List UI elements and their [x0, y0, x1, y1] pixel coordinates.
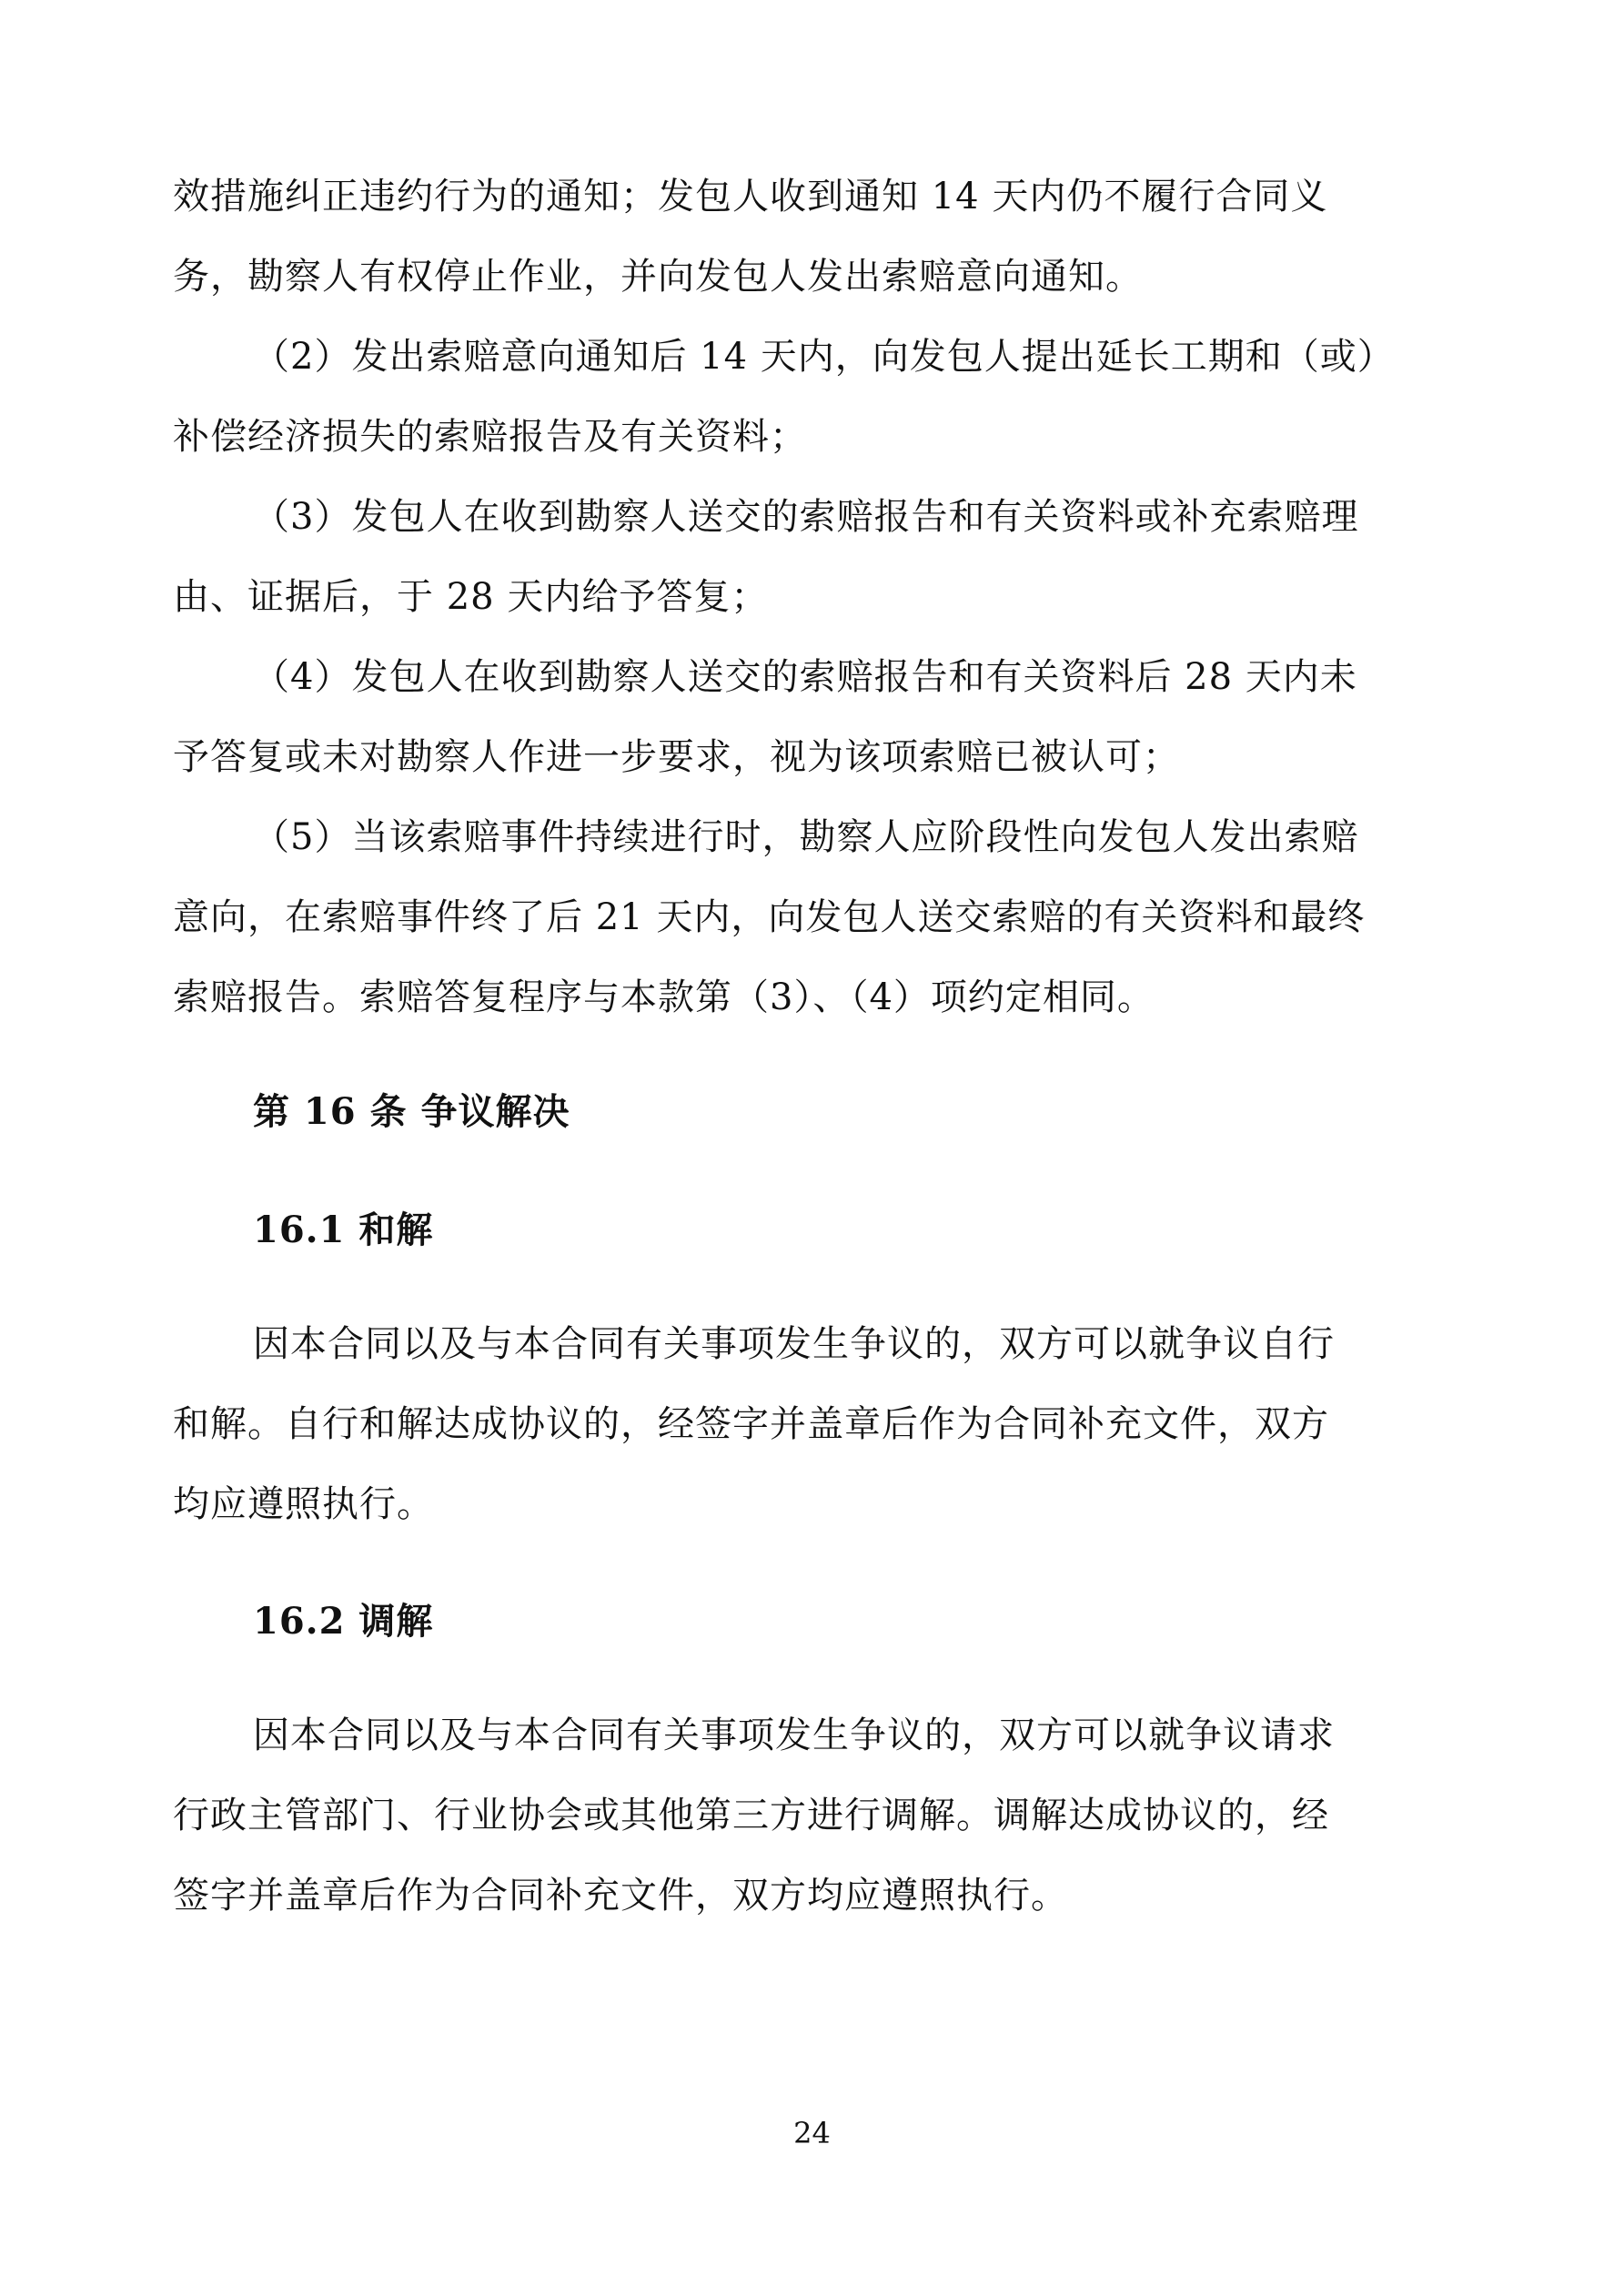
paragraph-line: 因本合同以及与本合同有关事项发生争议的，双方可以就争议自行 — [253, 1323, 1335, 1365]
paragraph-line: 意向，在索赔事件终了后 21 天内，向发包人送交索赔的有关资料和最终 — [173, 896, 1366, 938]
section-heading-16-1: 16.1 和解 — [253, 1209, 434, 1251]
clause-item-3 — [173, 477, 1465, 637]
clause-item-5 — [173, 797, 1465, 1037]
paragraph-continuation — [173, 157, 1465, 317]
paragraph-line: 和解。自行和解达成协议的，经签字并盖章后作为合同补充文件，双方 — [173, 1403, 1329, 1445]
clause-item-2 — [173, 317, 1465, 477]
paragraph-line: 予答复或未对勘察人作进一步要求，视为该项索赔已被认可； — [173, 736, 1180, 778]
clause-item-4 — [173, 637, 1465, 797]
section-16-2-body — [173, 1695, 1465, 1936]
page-number: 24 — [793, 2116, 831, 2150]
section-heading-16-2: 16.2 调解 — [253, 1600, 434, 1643]
article-heading: 第 16 条 争议解决 — [253, 1090, 570, 1133]
paragraph-line: （4）发包人在收到勘察人送交的索赔报告和有关资料后 28 天内未 — [253, 656, 1357, 698]
paragraph-line: （3）发包人在收到勘察人送交的索赔报告和有关资料或补充索赔理 — [253, 496, 1359, 538]
paragraph-line: 因本合同以及与本合同有关事项发生争议的，双方可以就争议请求 — [253, 1714, 1335, 1756]
paragraph-line: （5）当该索赔事件持续进行时，勘察人应阶段性向发包人发出索赔 — [253, 816, 1359, 858]
paragraph-line: 效措施纠正违约行为的通知；发包人收到通知 14 天内仍不履行合同义 — [173, 176, 1328, 217]
section-16-1-body — [173, 1304, 1465, 1544]
paragraph-line: 行政主管部门、行业协会或其他第三方进行调解。调解达成协议的，经 — [173, 1795, 1329, 1836]
paragraph-line: 签字并盖章后作为合同补充文件，双方均应遵照执行。 — [173, 1875, 1068, 1917]
paragraph-line: 索赔报告。索赔答复程序与本款第（3）、（4）项约定相同。 — [173, 976, 1155, 1018]
paragraph-line: 务，勘察人有权停止作业，并向发包人发出索赔意向通知。 — [173, 256, 1143, 298]
paragraph-line: 均应遵照执行。 — [173, 1483, 434, 1525]
paragraph-line: 由、证据后，于 28 天内给予答复； — [173, 576, 769, 618]
paragraph-line: （2）发出索赔意向通知后 14 天内，向发包人提出延长工期和（或） — [253, 336, 1395, 378]
paragraph-line: 补偿经济损失的索赔报告及有关资料； — [173, 416, 807, 458]
